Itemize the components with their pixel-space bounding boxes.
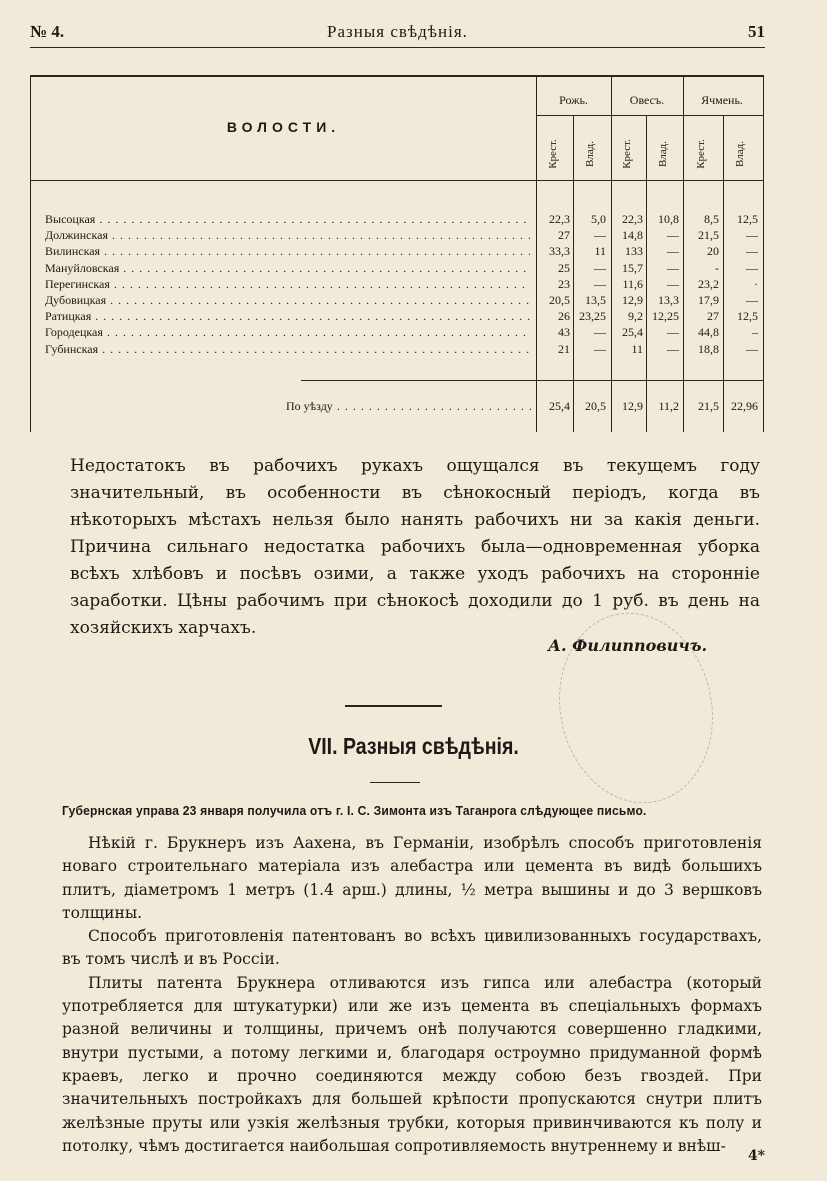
table-cell: — xyxy=(746,244,758,259)
table-cell: 22,3 xyxy=(549,212,570,226)
table-cell: 23 xyxy=(558,276,570,291)
table-cell: 44,8 xyxy=(698,325,719,340)
table-cell: — xyxy=(594,325,606,340)
table-row xyxy=(31,277,763,293)
volost-name: Высоцкая . . . xyxy=(45,212,530,227)
subcol-oats-krest: Крест. xyxy=(621,139,633,169)
subcol-rye-vlad: Влад. xyxy=(584,140,596,168)
table-cell: 43 xyxy=(558,325,570,340)
table-row xyxy=(31,342,763,358)
table-row xyxy=(31,212,763,228)
table-cell: 21,5 xyxy=(698,399,719,413)
body-paragraph: Плиты патента Брукнера отливаются изъ гипса или алебастра (который употребляется для штукатурки) или же изъ цемента въ спеціальныхъ формахъ разной величины и толщины, причемъ онѣ получаются совершенно гладкими, внутри пустыми, а потому легкими и, благодаря остроумно придуманной формѣ краевъ, легко и прочно соединяются между собою безъ гвоздей. При значительныхъ постройкахъ для большей крѣпости пропускаются снутри плитъ желѣзные пруты или узкія желѣзныя трубки, которыя привинчиваются къ полу и потолку, чѣмъ достигается наибольшая сопротивляемость внутреннему и внѣш- xyxy=(62,973,762,1155)
body-paragraph: Способъ приготовленія патентованъ во всѣхъ цивилизованныхъ государствахъ, въ томъ числѣ и въ Россіи. xyxy=(62,927,762,969)
table-total-row xyxy=(31,399,763,415)
running-header xyxy=(30,20,765,50)
table-cell: — xyxy=(746,341,758,356)
table-cell: 25,4 xyxy=(622,325,643,340)
volost-name: Губинская . . . xyxy=(45,342,530,357)
table-cell: 13,3 xyxy=(658,293,679,307)
subcol-rye-krest: Крест. xyxy=(547,139,559,169)
table-row xyxy=(31,325,763,341)
table-cell: 27 xyxy=(707,309,719,324)
table-cell: 11 xyxy=(631,341,643,356)
table-row xyxy=(31,309,763,325)
table-cell: 26 xyxy=(558,309,570,324)
table-cell: 22,96 xyxy=(731,399,758,413)
group-oats: Овесъ. xyxy=(629,93,665,107)
volost-name: Вилинская . . . xyxy=(45,244,530,259)
table-cell: 20,5 xyxy=(549,293,570,307)
table-cell: — xyxy=(746,228,758,243)
volost-name: По уѣзду . . . xyxy=(286,399,531,414)
table-cell: 10,8 xyxy=(658,212,679,226)
table-cell: 23,25 xyxy=(579,309,606,324)
table-cell: 133 xyxy=(625,244,643,259)
table-cell: 18,8 xyxy=(698,341,719,356)
harvest-table xyxy=(30,75,764,432)
table-row xyxy=(31,228,763,244)
volost-name: Перегинская . . . xyxy=(45,277,530,292)
table-cell: — xyxy=(667,276,679,291)
table-cell: 12,25 xyxy=(652,309,679,324)
table-cell: 17,9 xyxy=(698,293,719,307)
table-cell: 9,2 xyxy=(628,309,643,324)
table-cell: 12,9 xyxy=(622,399,643,413)
table-cell: — xyxy=(667,341,679,356)
table-cell: - xyxy=(715,260,719,275)
shortage-paragraph: Недостатокъ въ рабочихъ рукахъ ощущался въ текущемъ году значительный, въ особенности въ сѣнокосный періодъ, когда въ нѣкоторыхъ мѣстахъ нельзя было нанять рабочихъ ни за какія деньги. Причина сильнаго недостатка рабочихъ была—одновременная уборка всѣхъ хлѣбовъ и посѣвъ озими, а также уходъ рабочихъ на сторонніе заработки. Цѣны рабочимъ при сѣнокосѣ доходили до 1 руб. въ день на хозяйскихъ харчахъ. xyxy=(70,456,760,638)
table-cell: 13,5 xyxy=(585,293,606,307)
table-cell: — xyxy=(667,260,679,275)
table-cell: 22,3 xyxy=(622,212,643,226)
table-cell: 14,8 xyxy=(622,228,643,243)
section-title: VII. Разныя свѣдѣнія. xyxy=(308,733,519,759)
group-rule xyxy=(536,115,763,116)
table-cell: 27 xyxy=(558,228,570,243)
table-cell: 12,5 xyxy=(737,309,758,324)
table-cell: 5,0 xyxy=(591,212,606,226)
body-paragraph: Нѣкій г. Брукнеръ изъ Аахена, въ Германіи, изобрѣлъ способъ приготовленія новаго строительнаго матеріала изъ алебастра или цемента въ видѣ большихъ плитъ, діаметромъ 1 метръ (1.4 арш.) длины, ½ метра вышины и до 3 вершковъ толщины. xyxy=(62,834,762,922)
table-cell: — xyxy=(746,260,758,275)
table-cell: 20 xyxy=(707,244,719,259)
volost-name: Ратицкая . . . xyxy=(45,309,530,324)
table-cell: 25,4 xyxy=(549,399,570,413)
table-cell: 23,2 xyxy=(698,276,719,291)
header-rule xyxy=(30,47,765,48)
table-cell: 15,7 xyxy=(622,260,643,275)
table-cell: 20,5 xyxy=(585,399,606,413)
signature: А. Филипповичъ. xyxy=(548,636,708,655)
table-cell: — xyxy=(746,293,758,307)
table-cell: 12,9 xyxy=(622,293,643,307)
total-rule xyxy=(301,380,763,381)
head-rule xyxy=(31,180,763,181)
table-cell: 11,6 xyxy=(622,276,643,291)
table-head-volosti: ВОЛОСТИ. xyxy=(226,119,341,135)
table-cell: · xyxy=(754,276,758,291)
issue-number: № 4. xyxy=(30,22,65,41)
volost-name: Мануйловская . . . xyxy=(45,261,530,276)
page-number: 51 xyxy=(748,22,765,41)
table-cell: — xyxy=(667,228,679,243)
letter-subheading: Губернская управа 23 января получила отъ г. І. С. Зимонта изъ Таганрога слѣдующее письмо. xyxy=(62,803,647,818)
table-cell: – xyxy=(752,325,758,340)
table-cell: 21,5 xyxy=(698,228,719,243)
section-separator xyxy=(345,705,442,707)
table-row xyxy=(31,261,763,277)
subcol-barley-krest: Крест. xyxy=(695,139,707,169)
group-barley: Ячмень. xyxy=(701,93,743,107)
section-title-rule xyxy=(370,782,420,783)
table-row xyxy=(31,293,763,309)
table-cell: 12,5 xyxy=(737,212,758,226)
table-cell: — xyxy=(594,260,606,275)
table-cell: — xyxy=(594,228,606,243)
signature-mark: 4* xyxy=(747,1148,765,1164)
table-cell: 25 xyxy=(558,260,570,275)
table-cell: 8,5 xyxy=(704,212,719,226)
table-cell: — xyxy=(594,276,606,291)
letter-body xyxy=(62,832,762,1158)
volost-name: Городецкая . . . xyxy=(45,325,530,340)
table-cell: — xyxy=(594,341,606,356)
group-rye: Рожь. xyxy=(559,93,588,107)
table-cell: — xyxy=(667,325,679,340)
volost-name: Должинская . . . xyxy=(45,228,530,243)
running-title: Разныя свѣдѣнія. xyxy=(327,22,468,41)
table-row xyxy=(31,244,763,260)
table-cell: 11 xyxy=(594,244,606,259)
table-cell: 21 xyxy=(558,341,570,356)
table-cell: 33,3 xyxy=(549,244,570,259)
subcol-oats-vlad: Влад. xyxy=(657,140,669,168)
table-cell: — xyxy=(667,244,679,259)
table-cell: 11,2 xyxy=(658,399,679,413)
subcol-barley-vlad: Влад. xyxy=(734,140,746,168)
volost-name: Дубовицкая . . . xyxy=(45,293,530,308)
